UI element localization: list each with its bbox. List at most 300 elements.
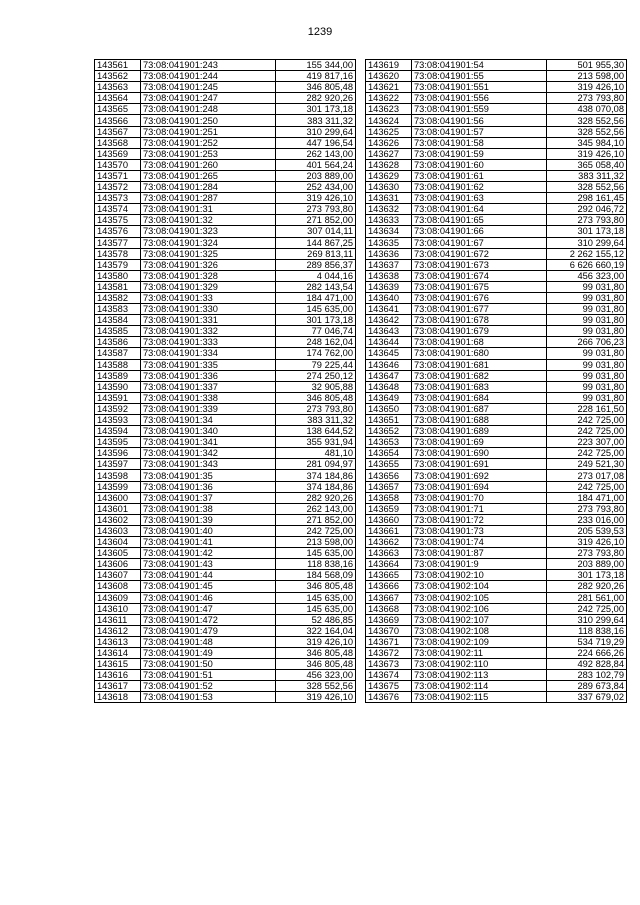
cadastral-number-cell: 73:08:041902:107 bbox=[412, 614, 547, 625]
registry-table-left bbox=[94, 59, 356, 703]
cadastral-value-cell: 345 984,10 bbox=[547, 137, 627, 148]
table-row bbox=[95, 337, 356, 348]
row-number-cell: 143579 bbox=[95, 259, 141, 270]
row-number-cell: 143634 bbox=[366, 226, 412, 237]
row-number-cell: 143562 bbox=[95, 71, 141, 82]
row-number-cell: 143638 bbox=[366, 270, 412, 281]
cadastral-number-cell: 73:08:041901:336 bbox=[141, 370, 276, 381]
table-row bbox=[95, 159, 356, 170]
row-number-cell: 143594 bbox=[95, 426, 141, 437]
row-number-cell: 143672 bbox=[366, 647, 412, 658]
cadastral-number-cell: 73:08:041901:683 bbox=[412, 381, 547, 392]
cadastral-number-cell: 73:08:041901:33 bbox=[141, 292, 276, 303]
cadastral-number-cell: 73:08:041902:110 bbox=[412, 659, 547, 670]
row-number-cell: 143642 bbox=[366, 315, 412, 326]
row-number-cell: 143653 bbox=[366, 437, 412, 448]
table-row bbox=[366, 537, 627, 548]
cadastral-number-cell: 73:08:041901:684 bbox=[412, 392, 547, 403]
table-row bbox=[366, 614, 627, 625]
cadastral-value-cell: 283 102,79 bbox=[547, 670, 627, 681]
row-number-cell: 143626 bbox=[366, 137, 412, 148]
cadastral-number-cell: 73:08:041901:672 bbox=[412, 248, 547, 259]
cadastral-number-cell: 73:08:041901:333 bbox=[141, 337, 276, 348]
cadastral-number-cell: 73:08:041901:340 bbox=[141, 426, 276, 437]
cadastral-number-cell: 73:08:041901:44 bbox=[141, 570, 276, 581]
table-row bbox=[95, 537, 356, 548]
cadastral-number-cell: 73:08:041901:323 bbox=[141, 226, 276, 237]
table-row bbox=[95, 60, 356, 71]
cadastral-number-cell: 73:08:041901:35 bbox=[141, 470, 276, 481]
cadastral-value-cell: 174 762,00 bbox=[276, 348, 356, 359]
cadastral-number-cell: 73:08:041901:687 bbox=[412, 403, 547, 414]
table-row bbox=[95, 681, 356, 692]
cadastral-value-cell: 310 299,64 bbox=[547, 237, 627, 248]
cadastral-number-cell: 73:08:041901:337 bbox=[141, 381, 276, 392]
cadastral-value-cell: 383 311,32 bbox=[276, 415, 356, 426]
row-number-cell: 143668 bbox=[366, 603, 412, 614]
cadastral-number-cell: 73:08:041901:68 bbox=[412, 337, 547, 348]
cadastral-value-cell: 99 031,80 bbox=[547, 381, 627, 392]
cadastral-value-cell: 213 598,00 bbox=[547, 71, 627, 82]
cadastral-value-cell: 271 852,00 bbox=[276, 215, 356, 226]
table-row bbox=[366, 292, 627, 303]
row-number-cell: 143566 bbox=[95, 115, 141, 126]
table-row bbox=[366, 559, 627, 570]
cadastral-value-cell: 438 070,08 bbox=[547, 104, 627, 115]
row-number-cell: 143651 bbox=[366, 415, 412, 426]
table-row bbox=[95, 514, 356, 525]
cadastral-number-cell: 73:08:041901:284 bbox=[141, 182, 276, 193]
table-row bbox=[95, 104, 356, 115]
cadastral-number-cell: 73:08:041901:326 bbox=[141, 259, 276, 270]
table-row bbox=[366, 426, 627, 437]
row-number-cell: 143673 bbox=[366, 659, 412, 670]
table-row bbox=[95, 71, 356, 82]
row-number-cell: 143670 bbox=[366, 625, 412, 636]
cadastral-value-cell: 319 426,10 bbox=[276, 692, 356, 703]
row-number-cell: 143585 bbox=[95, 326, 141, 337]
row-number-cell: 143617 bbox=[95, 681, 141, 692]
cadastral-value-cell: 281 094,97 bbox=[276, 459, 356, 470]
table-row bbox=[95, 670, 356, 681]
table-row bbox=[95, 392, 356, 403]
row-number-cell: 143633 bbox=[366, 215, 412, 226]
cadastral-value-cell: 289 673,84 bbox=[547, 681, 627, 692]
row-number-cell: 143654 bbox=[366, 448, 412, 459]
table-row bbox=[95, 204, 356, 215]
cadastral-number-cell: 73:08:041901:49 bbox=[141, 647, 276, 658]
cadastral-value-cell: 319 426,10 bbox=[547, 148, 627, 159]
row-number-cell: 143573 bbox=[95, 193, 141, 204]
table-row bbox=[95, 470, 356, 481]
table-row bbox=[366, 104, 627, 115]
cadastral-number-cell: 73:08:041901:36 bbox=[141, 481, 276, 492]
cadastral-number-cell: 73:08:041901:52 bbox=[141, 681, 276, 692]
row-number-cell: 143643 bbox=[366, 326, 412, 337]
cadastral-value-cell: 273 793,80 bbox=[547, 93, 627, 104]
table-row bbox=[366, 281, 627, 292]
cadastral-value-cell: 301 173,18 bbox=[276, 315, 356, 326]
cadastral-value-cell: 184 568,09 bbox=[276, 570, 356, 581]
cadastral-value-cell: 273 793,80 bbox=[276, 403, 356, 414]
table-row bbox=[366, 403, 627, 414]
cadastral-number-cell: 73:08:041901:69 bbox=[412, 437, 547, 448]
row-number-cell: 143564 bbox=[95, 93, 141, 104]
table-row bbox=[95, 237, 356, 248]
row-number-cell: 143675 bbox=[366, 681, 412, 692]
row-number-cell: 143621 bbox=[366, 82, 412, 93]
cadastral-number-cell: 73:08:041901:674 bbox=[412, 270, 547, 281]
cadastral-value-cell: 374 184,86 bbox=[276, 481, 356, 492]
cadastral-value-cell: 282 920,26 bbox=[276, 93, 356, 104]
row-number-cell: 143572 bbox=[95, 182, 141, 193]
cadastral-value-cell: 144 867,25 bbox=[276, 237, 356, 248]
row-number-cell: 143575 bbox=[95, 215, 141, 226]
table-row bbox=[366, 370, 627, 381]
cadastral-number-cell: 73:08:041901:63 bbox=[412, 193, 547, 204]
cadastral-value-cell: 374 184,86 bbox=[276, 470, 356, 481]
row-number-cell: 143665 bbox=[366, 570, 412, 581]
cadastral-value-cell: 282 143,54 bbox=[276, 281, 356, 292]
cadastral-value-cell: 346 805,48 bbox=[276, 581, 356, 592]
table-row bbox=[366, 459, 627, 470]
cadastral-number-cell: 73:08:041901:675 bbox=[412, 281, 547, 292]
table-row bbox=[95, 170, 356, 181]
table-row bbox=[95, 304, 356, 315]
cadastral-value-cell: 322 164,04 bbox=[276, 625, 356, 636]
cadastral-number-cell: 73:08:041901:48 bbox=[141, 636, 276, 647]
row-number-cell: 143565 bbox=[95, 104, 141, 115]
cadastral-number-cell: 73:08:041901:681 bbox=[412, 359, 547, 370]
row-number-cell: 143604 bbox=[95, 537, 141, 548]
table-row bbox=[95, 459, 356, 470]
cadastral-value-cell: 319 426,10 bbox=[547, 82, 627, 93]
cadastral-number-cell: 73:08:041901:59 bbox=[412, 148, 547, 159]
cadastral-value-cell: 203 889,00 bbox=[547, 559, 627, 570]
table-row bbox=[366, 415, 627, 426]
cadastral-value-cell: 271 852,00 bbox=[276, 514, 356, 525]
cadastral-value-cell: 262 143,00 bbox=[276, 503, 356, 514]
cadastral-number-cell: 73:08:041901:335 bbox=[141, 359, 276, 370]
cadastral-number-cell: 73:08:041901:64 bbox=[412, 204, 547, 215]
cadastral-value-cell: 401 564,24 bbox=[276, 159, 356, 170]
row-number-cell: 143574 bbox=[95, 204, 141, 215]
cadastral-value-cell: 213 598,00 bbox=[276, 537, 356, 548]
cadastral-value-cell: 99 031,80 bbox=[547, 359, 627, 370]
row-number-cell: 143606 bbox=[95, 559, 141, 570]
cadastral-number-cell: 73:08:041901:673 bbox=[412, 259, 547, 270]
table-row bbox=[95, 93, 356, 104]
row-number-cell: 143646 bbox=[366, 359, 412, 370]
cadastral-value-cell: 138 644,52 bbox=[276, 426, 356, 437]
cadastral-number-cell: 73:08:041901:248 bbox=[141, 104, 276, 115]
table-row bbox=[95, 548, 356, 559]
cadastral-number-cell: 73:08:041901:689 bbox=[412, 426, 547, 437]
table-row bbox=[95, 659, 356, 670]
registry-table-right bbox=[365, 59, 627, 703]
cadastral-number-cell: 73:08:041901:265 bbox=[141, 170, 276, 181]
cadastral-number-cell: 73:08:041901:58 bbox=[412, 137, 547, 148]
row-number-cell: 143661 bbox=[366, 525, 412, 536]
row-number-cell: 143580 bbox=[95, 270, 141, 281]
cadastral-value-cell: 242 725,00 bbox=[547, 426, 627, 437]
table-row bbox=[366, 182, 627, 193]
table-row bbox=[95, 126, 356, 137]
row-number-cell: 143588 bbox=[95, 359, 141, 370]
cadastral-value-cell: 99 031,80 bbox=[547, 304, 627, 315]
cadastral-value-cell: 249 521,30 bbox=[547, 459, 627, 470]
table-row bbox=[366, 82, 627, 93]
table-row bbox=[366, 514, 627, 525]
cadastral-value-cell: 282 920,26 bbox=[547, 581, 627, 592]
cadastral-value-cell: 32 905,88 bbox=[276, 381, 356, 392]
cadastral-number-cell: 73:08:041901:34 bbox=[141, 415, 276, 426]
cadastral-number-cell: 73:08:041901:250 bbox=[141, 115, 276, 126]
cadastral-number-cell: 73:08:041901:60 bbox=[412, 159, 547, 170]
cadastral-value-cell: 274 250,12 bbox=[276, 370, 356, 381]
cadastral-value-cell: 248 162,04 bbox=[276, 337, 356, 348]
cadastral-number-cell: 73:08:041901:551 bbox=[412, 82, 547, 93]
cadastral-value-cell: 252 434,00 bbox=[276, 182, 356, 193]
cadastral-number-cell: 73:08:041901:339 bbox=[141, 403, 276, 414]
cadastral-number-cell: 73:08:041901:39 bbox=[141, 514, 276, 525]
cadastral-number-cell: 73:08:041902:114 bbox=[412, 681, 547, 692]
table-row bbox=[95, 614, 356, 625]
cadastral-number-cell: 73:08:041901:479 bbox=[141, 625, 276, 636]
cadastral-number-cell: 73:08:041901:46 bbox=[141, 592, 276, 603]
row-number-cell: 143640 bbox=[366, 292, 412, 303]
row-number-cell: 143632 bbox=[366, 204, 412, 215]
table-row bbox=[366, 381, 627, 392]
cadastral-value-cell: 419 817,16 bbox=[276, 71, 356, 82]
row-number-cell: 143630 bbox=[366, 182, 412, 193]
cadastral-number-cell: 73:08:041901:343 bbox=[141, 459, 276, 470]
table-row bbox=[95, 248, 356, 259]
cadastral-value-cell: 6 626 660,19 bbox=[547, 259, 627, 270]
table-row bbox=[95, 182, 356, 193]
cadastral-number-cell: 73:08:041901:40 bbox=[141, 525, 276, 536]
cadastral-value-cell: 145 635,00 bbox=[276, 548, 356, 559]
table-row bbox=[95, 415, 356, 426]
row-number-cell: 143610 bbox=[95, 603, 141, 614]
cadastral-value-cell: 328 552,56 bbox=[547, 182, 627, 193]
cadastral-value-cell: 346 805,48 bbox=[276, 659, 356, 670]
table-row bbox=[366, 681, 627, 692]
cadastral-number-cell: 73:08:041901:43 bbox=[141, 559, 276, 570]
row-number-cell: 143567 bbox=[95, 126, 141, 137]
cadastral-number-cell: 73:08:041902:109 bbox=[412, 636, 547, 647]
row-number-cell: 143602 bbox=[95, 514, 141, 525]
cadastral-value-cell: 118 838,16 bbox=[547, 625, 627, 636]
cadastral-value-cell: 319 426,10 bbox=[547, 537, 627, 548]
table-row bbox=[366, 215, 627, 226]
cadastral-number-cell: 73:08:041901:559 bbox=[412, 104, 547, 115]
table-row bbox=[95, 137, 356, 148]
cadastral-value-cell: 301 173,18 bbox=[547, 226, 627, 237]
table-row bbox=[95, 270, 356, 281]
row-number-cell: 143618 bbox=[95, 692, 141, 703]
row-number-cell: 143571 bbox=[95, 170, 141, 181]
table-row bbox=[95, 370, 356, 381]
row-number-cell: 143658 bbox=[366, 492, 412, 503]
row-number-cell: 143581 bbox=[95, 281, 141, 292]
cadastral-number-cell: 73:08:041901:51 bbox=[141, 670, 276, 681]
cadastral-number-cell: 73:08:041901:330 bbox=[141, 304, 276, 315]
cadastral-number-cell: 73:08:041901:66 bbox=[412, 226, 547, 237]
cadastral-value-cell: 145 635,00 bbox=[276, 592, 356, 603]
cadastral-number-cell: 73:08:041902:10 bbox=[412, 570, 547, 581]
table-row bbox=[366, 625, 627, 636]
table-row bbox=[95, 281, 356, 292]
row-number-cell: 143629 bbox=[366, 170, 412, 181]
table-row bbox=[366, 392, 627, 403]
cadastral-value-cell: 99 031,80 bbox=[547, 370, 627, 381]
table-row bbox=[366, 659, 627, 670]
cadastral-number-cell: 73:08:041901:71 bbox=[412, 503, 547, 514]
table-row bbox=[366, 525, 627, 536]
table-row bbox=[95, 492, 356, 503]
table-row bbox=[366, 237, 627, 248]
cadastral-number-cell: 73:08:041901:55 bbox=[412, 71, 547, 82]
row-number-cell: 143583 bbox=[95, 304, 141, 315]
cadastral-number-cell: 73:08:041901:680 bbox=[412, 348, 547, 359]
cadastral-number-cell: 73:08:041901:676 bbox=[412, 292, 547, 303]
cadastral-value-cell: 346 805,48 bbox=[276, 82, 356, 93]
cadastral-number-cell: 73:08:041901:338 bbox=[141, 392, 276, 403]
cadastral-value-cell: 145 635,00 bbox=[276, 304, 356, 315]
cadastral-value-cell: 269 813,11 bbox=[276, 248, 356, 259]
row-number-cell: 143593 bbox=[95, 415, 141, 426]
cadastral-number-cell: 73:08:041901:691 bbox=[412, 459, 547, 470]
table-row bbox=[95, 259, 356, 270]
table-row bbox=[366, 548, 627, 559]
cadastral-value-cell: 456 323,00 bbox=[547, 270, 627, 281]
cadastral-value-cell: 99 031,80 bbox=[547, 392, 627, 403]
table-row bbox=[366, 603, 627, 614]
table-row bbox=[95, 381, 356, 392]
cadastral-number-cell: 73:08:041901:334 bbox=[141, 348, 276, 359]
table-row bbox=[95, 448, 356, 459]
cadastral-number-cell: 73:08:041901:332 bbox=[141, 326, 276, 337]
cadastral-value-cell: 501 955,30 bbox=[547, 60, 627, 71]
cadastral-value-cell: 4 044,16 bbox=[276, 270, 356, 281]
cadastral-value-cell: 281 561,00 bbox=[547, 592, 627, 603]
cadastral-number-cell: 73:08:041901:53 bbox=[141, 692, 276, 703]
table-row bbox=[366, 692, 627, 703]
cadastral-number-cell: 73:08:041901:325 bbox=[141, 248, 276, 259]
cadastral-value-cell: 79 225,44 bbox=[276, 359, 356, 370]
row-number-cell: 143676 bbox=[366, 692, 412, 703]
row-number-cell: 143628 bbox=[366, 159, 412, 170]
cadastral-value-cell: 273 793,80 bbox=[547, 548, 627, 559]
cadastral-value-cell: 292 046,72 bbox=[547, 204, 627, 215]
table-row bbox=[366, 137, 627, 148]
table-row bbox=[366, 193, 627, 204]
row-number-cell: 143592 bbox=[95, 403, 141, 414]
table-row bbox=[95, 115, 356, 126]
table-row bbox=[366, 115, 627, 126]
table-row bbox=[366, 326, 627, 337]
row-number-cell: 143635 bbox=[366, 237, 412, 248]
cadastral-number-cell: 73:08:041901:54 bbox=[412, 60, 547, 71]
cadastral-number-cell: 73:08:041901:243 bbox=[141, 60, 276, 71]
cadastral-number-cell: 73:08:041901:252 bbox=[141, 137, 276, 148]
table-row bbox=[95, 592, 356, 603]
row-number-cell: 143613 bbox=[95, 636, 141, 647]
cadastral-value-cell: 223 307,00 bbox=[547, 437, 627, 448]
cadastral-number-cell: 73:08:041901:61 bbox=[412, 170, 547, 181]
row-number-cell: 143625 bbox=[366, 126, 412, 137]
table-row bbox=[95, 503, 356, 514]
table-row bbox=[366, 437, 627, 448]
row-number-cell: 143616 bbox=[95, 670, 141, 681]
cadastral-value-cell: 301 173,18 bbox=[547, 570, 627, 581]
cadastral-number-cell: 73:08:041901:87 bbox=[412, 548, 547, 559]
cadastral-value-cell: 355 931,94 bbox=[276, 437, 356, 448]
table-row bbox=[366, 148, 627, 159]
table-row bbox=[366, 359, 627, 370]
cadastral-number-cell: 73:08:041901:57 bbox=[412, 126, 547, 137]
cadastral-number-cell: 73:08:041901:690 bbox=[412, 448, 547, 459]
table-row bbox=[366, 60, 627, 71]
cadastral-number-cell: 73:08:041901:287 bbox=[141, 193, 276, 204]
cadastral-value-cell: 346 805,48 bbox=[276, 392, 356, 403]
table-row bbox=[366, 492, 627, 503]
cadastral-number-cell: 73:08:041902:104 bbox=[412, 581, 547, 592]
row-number-cell: 143636 bbox=[366, 248, 412, 259]
table-row bbox=[95, 625, 356, 636]
cadastral-number-cell: 73:08:041901:74 bbox=[412, 537, 547, 548]
cadastral-value-cell: 224 666,26 bbox=[547, 647, 627, 658]
table-row bbox=[366, 248, 627, 259]
cadastral-value-cell: 492 828,84 bbox=[547, 659, 627, 670]
cadastral-number-cell: 73:08:041901:694 bbox=[412, 481, 547, 492]
cadastral-value-cell: 301 173,18 bbox=[276, 104, 356, 115]
cadastral-number-cell: 73:08:041902:113 bbox=[412, 670, 547, 681]
row-number-cell: 143648 bbox=[366, 381, 412, 392]
cadastral-value-cell: 99 031,80 bbox=[547, 326, 627, 337]
cadastral-number-cell: 73:08:041901:62 bbox=[412, 182, 547, 193]
row-number-cell: 143586 bbox=[95, 337, 141, 348]
table-row bbox=[366, 670, 627, 681]
cadastral-number-cell: 73:08:041901:244 bbox=[141, 71, 276, 82]
row-number-cell: 143598 bbox=[95, 470, 141, 481]
table-row bbox=[366, 570, 627, 581]
cadastral-number-cell: 73:08:041901:556 bbox=[412, 93, 547, 104]
cadastral-number-cell: 73:08:041902:11 bbox=[412, 647, 547, 658]
cadastral-value-cell: 310 299,64 bbox=[547, 614, 627, 625]
row-number-cell: 143561 bbox=[95, 60, 141, 71]
row-number-cell: 143563 bbox=[95, 82, 141, 93]
table-row bbox=[95, 426, 356, 437]
cadastral-value-cell: 273 793,80 bbox=[547, 215, 627, 226]
table-row bbox=[95, 570, 356, 581]
cadastral-value-cell: 155 344,00 bbox=[276, 60, 356, 71]
cadastral-number-cell: 73:08:041901:70 bbox=[412, 492, 547, 503]
row-number-cell: 143569 bbox=[95, 148, 141, 159]
cadastral-value-cell: 337 679,02 bbox=[547, 692, 627, 703]
cadastral-number-cell: 73:08:041901:328 bbox=[141, 270, 276, 281]
cadastral-value-cell: 99 031,80 bbox=[547, 292, 627, 303]
row-number-cell: 143591 bbox=[95, 392, 141, 403]
cadastral-value-cell: 2 262 155,12 bbox=[547, 248, 627, 259]
cadastral-value-cell: 328 552,56 bbox=[547, 115, 627, 126]
table-row bbox=[95, 636, 356, 647]
page-number: 1239 bbox=[307, 26, 333, 38]
cadastral-number-cell: 73:08:041901:47 bbox=[141, 603, 276, 614]
cadastral-value-cell: 184 471,00 bbox=[276, 292, 356, 303]
table-row bbox=[95, 226, 356, 237]
